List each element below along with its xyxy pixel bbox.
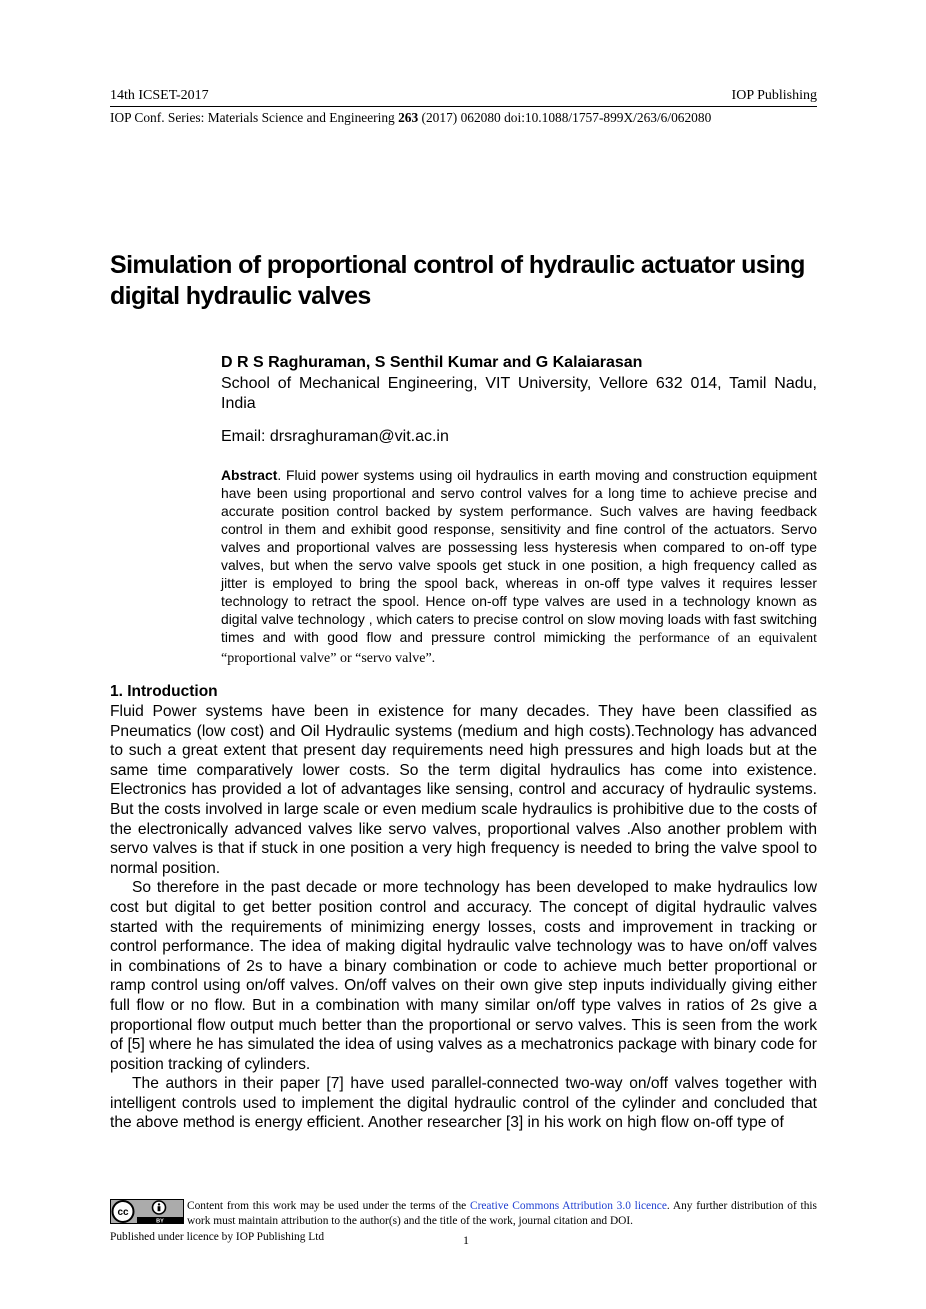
author-list: D R S Raghuraman, S Senthil Kumar and G Kalaiarasan — [221, 354, 643, 371]
license-notice — [187, 1199, 817, 1229]
section-heading-introduction: 1. Introduction — [110, 683, 218, 700]
series-citation — [110, 110, 817, 126]
series-suffix: (2017) 062080 doi:10.1088/1757-899X/263/6/062080 — [418, 110, 712, 125]
by-badge-label: BY — [156, 1218, 164, 1224]
paragraph: So therefore in the past decade or more technology has been developed to make hydraulics low cost but digital to get better position control and accuracy. The concept of digital hydraulic valves started with the requirements of minimizing energy losses, costs and improvement in tracking or control performance. The idea of making digital hydraulic valve technology was to have on/off valves in combinations of 2s to have a binary combination or code to achieve much better proportional or ramp control using on/off valves. On/off valves on their own give step inputs individually giving either full flow or no flow. But in a combination with many similar on/off type valves in ratios of 2s give a proportional flow output much better than the proportional or servo valves. This is seen from the work of [5] where he has simulated the idea of using valves as a mechatronics package with binary code for position tracking of cylinders. — [110, 879, 817, 1073]
abstract-label: Abstract — [221, 467, 278, 483]
abstract-body: . Fluid power systems using oil hydraulics in earth moving and construction equipment have been using proportional and servo control valves for a long time to achieve precise and accurate position control backed by system performance. Such valves are having feedback control in them and exhibit good response, sensitivity and fine control of the actuators. Servo valves and proportional valves are possessing less hysteresis when compared to on-off type valves, but when the servo valve spools get stuck in one position, a high frequency called as jitter is employed to bring the spool back, whereas in on-off type valves it requires lesser technology to retract the spool. Hence on-off type valves are used in a technology known as digital valve technology , which caters to precise control on slow moving loads with fast switching times and with good flow and pressure control mimicking — [221, 467, 817, 645]
license-text: Content from this work may be used under the terms of the — [187, 1200, 470, 1212]
publisher-name: IOP Publishing — [731, 88, 817, 103]
author-email: Email: drsraghuraman@vit.ac.in — [221, 428, 449, 445]
introduction-body — [110, 702, 817, 1133]
abstract-tail: the performance of an equivalent “proportional valve” or “servo valve”. — [221, 631, 817, 666]
license-text-continued: . Any further distribution of this work must maintain attribution to the author(s) and the title of the work, journal citation and DOI. — [187, 1200, 817, 1227]
cc-badge-label: cc — [117, 1207, 129, 1219]
header-rule — [110, 106, 817, 107]
page-number: 1 — [463, 1233, 469, 1247]
conference-name: 14th ICSET-2017 — [110, 88, 209, 103]
paragraph: Fluid Power systems have been in existence for many decades. They have been classified as Pneumatics (low cost) and Oil Hydraulic systems (medium and high costs).Technology has advanced to such a great extent that present day requirements need high pressures and high loads but at the same time comparatively lower costs. So the term digital hydraulics has come into existence. Electronics has provided a lot of advantages like sensing, control and accuracy of hydraulic systems. But the costs involved in large scale or even medium scale hydraulics is prohibitive due to the costs of the electronically advanced valves like servo valves, proportional valves .Also another problem with servo valves is that if stuck in one position a very high frequency is needed to bring the valve spool to normal position. — [110, 703, 817, 877]
abstract — [221, 466, 817, 668]
license-link[interactable]: Creative Commons Attribution 3.0 licence — [469, 1200, 667, 1212]
paper-title: Simulation of proportional control of hydraulic actuator using digital hydraulic valves — [110, 251, 805, 310]
paragraph: The authors in their paper [7] have used parallel-connected two-way on/off valves together with intelligent controls used to implement the digital hydraulic control of the cylinder and concluded that the above method is energy efficient. Another researcher [3] in his work on high flow on-off type of — [110, 1075, 817, 1132]
series-prefix: IOP Conf. Series: Materials Science and Engineering — [110, 110, 399, 125]
published-notice: Published under licence by IOP Publishing Ltd — [110, 1231, 325, 1243]
cc-by-license-icon — [110, 1199, 184, 1224]
series-volume: 263 — [398, 110, 419, 125]
affiliation: School of Mechanical Engineering, VIT University, Vellore 632 014, Tamil Nadu, India — [221, 375, 817, 412]
